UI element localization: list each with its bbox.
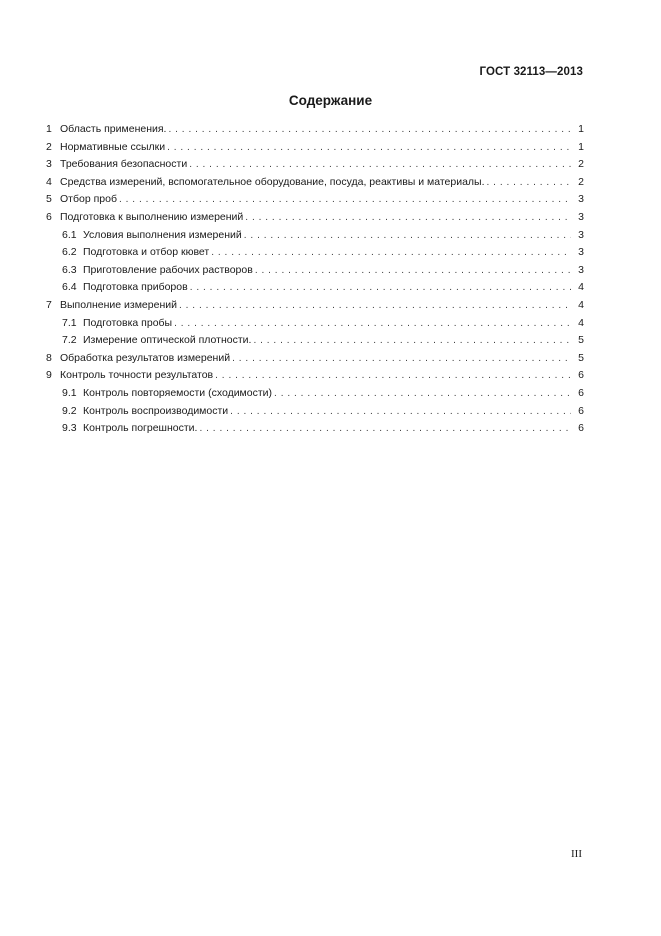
toc-entry-number: 9.3 [62,422,77,435]
toc-entry-6-4[interactable] [46,279,584,297]
toc-entry-label: Средства измерений, вспомогательное оборудование, посуда, реактивы и материалы. [60,175,485,188]
toc-entry-label: Подготовка приборов [83,281,188,294]
toc-entry-label: Выполнение измерений [60,298,177,311]
dot-leader [167,139,571,157]
dot-leader [199,420,571,438]
toc-entry-1[interactable] [46,121,584,139]
toc-entry-label: Контроль повторяемости (сходимости) [83,386,273,399]
toc-entry-number: 6.2 [62,246,77,259]
toc-entry-label: Отбор проб [60,193,117,206]
dot-leader [211,244,571,262]
toc-entry-label: Приготовление рабочих растворов [83,263,253,276]
toc-entry-6-3[interactable] [46,262,584,280]
toc-entry-label: Условия выполнения измерений [83,228,242,241]
dot-leader [232,350,571,368]
dot-leader [119,191,571,209]
dot-leader [245,209,571,227]
toc-entry-page: 2 [578,158,584,171]
toc-entry-9-1[interactable] [46,385,584,403]
toc-entry-page: 6 [578,422,584,435]
dot-leader [174,315,571,333]
toc-entry-number: 3 [46,158,52,171]
toc-entry-label: Подготовка и отбор кювет [83,246,210,259]
toc-entry-page: 6 [578,369,584,382]
toc-entry-number: 6.1 [62,228,77,241]
toc-entry-7-1[interactable] [46,315,584,333]
toc-entry-label: Подготовка к выполнению измерений [60,210,244,223]
toc-entry-7[interactable] [46,297,584,315]
dot-leader [179,297,571,315]
dot-leader [189,156,571,174]
toc-entry-9-2[interactable] [46,403,584,421]
toc-entry-label: Контроль погрешности. [83,422,198,435]
toc-entry-4[interactable] [46,174,584,192]
toc-title: Содержание [288,93,373,108]
toc-entry-label: Область применения. [60,123,167,135]
toc-entry-page: 4 [578,281,584,294]
dot-leader [190,279,571,297]
dot-leader [253,332,571,350]
dot-leader [168,121,571,139]
toc-entry-number: 9.2 [62,404,77,417]
toc-entry-number: 9 [46,369,52,382]
toc-entry-label: Подготовка пробы [83,316,173,329]
toc-entry-page: 3 [578,210,584,223]
toc-entry-label: Требования безопасности [60,158,188,171]
toc-entry-number: 2 [46,140,52,153]
toc-entry-number: 6.3 [62,263,77,276]
toc-entry-label: Контроль воспроизводимости [83,404,229,417]
dot-leader [230,403,571,421]
toc-entry-page: 1 [578,123,584,135]
toc-entry-page: 3 [578,193,584,206]
toc-entry-8[interactable] [46,350,584,368]
toc-entry-number: 4 [46,175,52,188]
dot-leader [274,385,571,403]
toc-entry-7-2[interactable] [46,332,584,350]
toc-entry-page: 6 [578,404,584,417]
toc-entry-2[interactable] [46,139,584,157]
toc-entry-number: 9.1 [62,386,77,399]
toc-entry-page: 3 [578,228,584,241]
toc-entry-label: Измерение оптической плотности. [83,334,252,347]
toc-entry-number: 1 [46,123,52,135]
toc-entry-number: 8 [46,351,52,364]
dot-leader [255,262,571,280]
toc-entry-3[interactable] [46,156,584,174]
toc-entry-5[interactable] [46,191,584,209]
toc-entry-6-1[interactable] [46,227,584,245]
page-folio: III [571,848,582,860]
toc-entry-page: 6 [578,386,584,399]
table-of-contents [46,121,584,438]
dot-leader [215,367,571,385]
toc-entry-number: 7.1 [62,316,77,329]
toc-entry-number: 7 [46,298,52,311]
toc-entry-page: 3 [578,246,584,259]
toc-entry-number: 6.4 [62,281,77,294]
dot-leader [244,227,571,245]
toc-entry-page: 3 [578,263,584,276]
toc-entry-9[interactable] [46,367,584,385]
toc-entry-number: 7.2 [62,334,77,347]
toc-entry-6-2[interactable] [46,244,584,262]
toc-entry-page: 5 [578,334,584,347]
toc-entry-label: Контроль точности результатов [60,369,214,382]
toc-entry-number: 6 [46,210,52,223]
document-id: ГОСТ 32113—2013 [479,66,583,78]
toc-entry-page: 5 [578,351,584,364]
toc-entry-label: Нормативные ссылки [60,140,166,153]
toc-entry-page: 4 [578,316,584,329]
toc-entry-page: 2 [578,175,584,188]
toc-entry-page: 1 [578,140,584,153]
toc-entry-number: 5 [46,193,52,206]
toc-entry-label: Обработка результатов измерений [60,351,231,364]
toc-entry-page: 4 [578,298,584,311]
toc-entry-6[interactable] [46,209,584,227]
dot-leader [487,174,571,192]
toc-entry-9-3[interactable] [46,420,584,438]
